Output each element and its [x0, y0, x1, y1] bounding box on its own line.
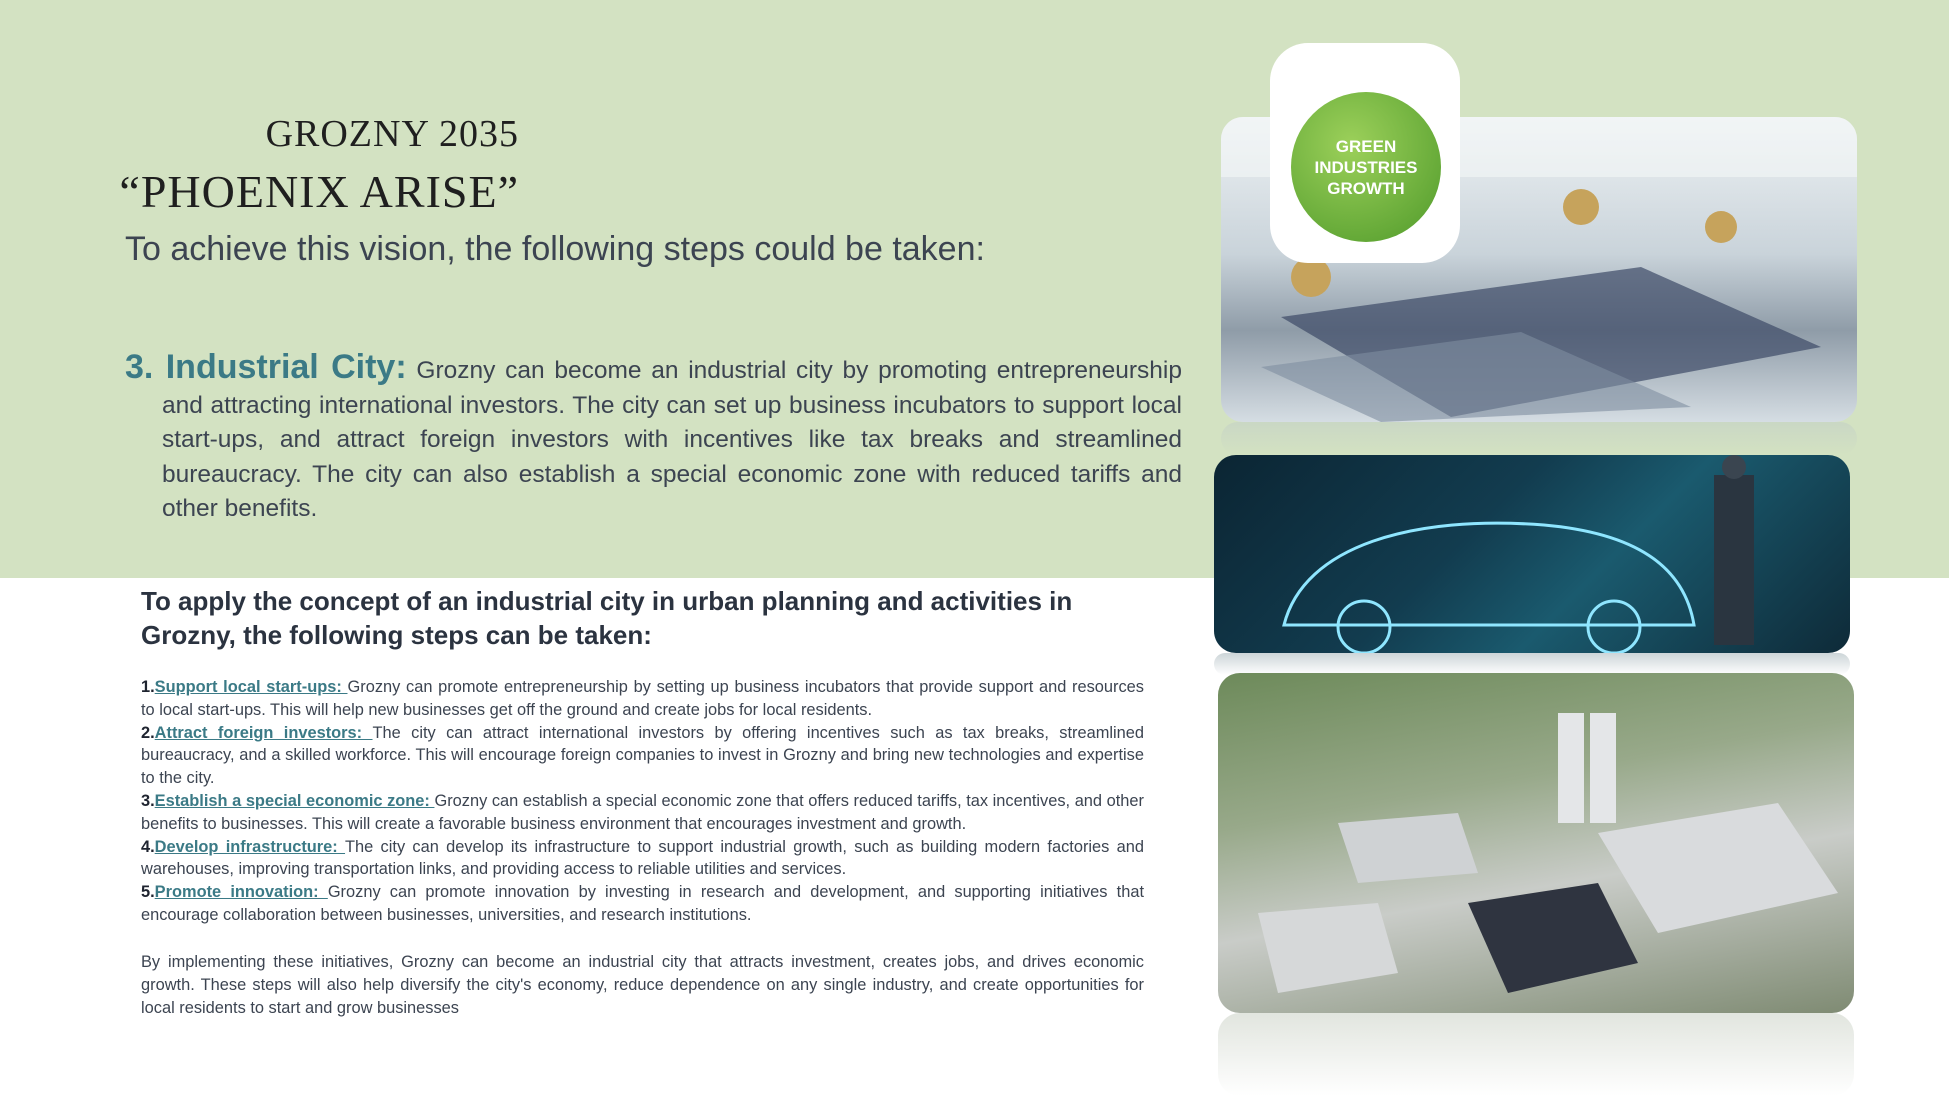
vision-statement: To achieve this vision, the following steps could be taken:	[125, 230, 985, 268]
step-text: Grozny can establish a special economic zone that offers reduced tariffs, tax incentives, and other benefits to businesses. This will create a favorable business environment that encourages investment and growth.	[141, 791, 1144, 833]
step-number: 4.	[141, 837, 155, 856]
steps-list	[141, 676, 1144, 927]
step-label: Attract foreign investors:	[154, 723, 373, 742]
industrial-park-aerial-photo	[1218, 673, 1854, 1013]
step-text: The city can develop its infrastructure to support industrial growth, such as building modern factories and warehouses, improving transportation links, and providing access to reliable utilities and services.	[141, 837, 1144, 879]
step-label: Promote innovation:	[154, 883, 328, 902]
list-item	[141, 836, 1144, 882]
apply-heading: To apply the concept of an industrial city in urban planning and activities in Grozny, the following steps can be taken:	[141, 586, 1073, 650]
industrial-city-body: Grozny can become an industrial city by promoting entrepreneurship and attracting international investors. The city can set up business incubators to support local start-ups, and attract foreign investors with incentives like tax breaks and streamlined bureaucracy. The city can also establish a special economic zone with reduced tariffs and other benefits.	[162, 357, 1182, 522]
step-text: Grozny can promote entrepreneurship by setting up business incubators that provide support and resources to local start-ups. This will help new businesses get off the ground and create jobs for local residents.	[141, 678, 1144, 719]
page-subtitle: “PHOENIX ARISE”	[119, 166, 519, 217]
step-label: Develop infrastructure:	[154, 837, 346, 856]
step-number: 3.	[141, 791, 155, 810]
step-text: The city can attract international investors by offering incentives such as tax breaks, streamlined bureaucracy, and a skilled workforce. This will encourage foreign companies to invest in Grozny and bring new technologies and expertise to the city.	[141, 723, 1144, 788]
green-globe-icon	[1291, 92, 1441, 242]
list-item	[141, 881, 1144, 927]
car-photo-reflection	[1214, 653, 1850, 675]
step-number: 2.	[141, 723, 155, 742]
step-text: Grozny can promote innovation by investing in research and development, and supporting initiatives that encourage collaboration between businesses, universities, and research institutions.	[141, 883, 1144, 924]
holographic-car-photo	[1214, 455, 1850, 653]
step-label: Establish a special economic zone:	[154, 791, 435, 810]
industrial-city-paragraph	[125, 350, 1182, 527]
step-label: Support local start-ups:	[154, 678, 348, 696]
list-item	[141, 722, 1144, 790]
page-title: GROZNY 2035	[265, 113, 519, 155]
industrial-city-heading: 3. Industrial City:	[125, 348, 407, 386]
badge-label: GREEN INDUSTRIES GROWTH	[1314, 136, 1418, 198]
closing-paragraph: By implementing these initiatives, Grozny can become an industrial city that attracts investment, creates jobs, and drives economic growth. These steps will also help diversify the city's economy, reduce dependence on any single industry, and create opportunities for local residents to start and grow businesses	[141, 953, 1144, 1017]
factory-photo-reflection	[1221, 422, 1857, 455]
aerial-photo-reflection	[1218, 1013, 1854, 1096]
list-item	[141, 676, 1144, 722]
step-number: 5.	[141, 883, 155, 902]
list-item	[141, 790, 1144, 836]
step-number: 1.	[141, 678, 155, 696]
